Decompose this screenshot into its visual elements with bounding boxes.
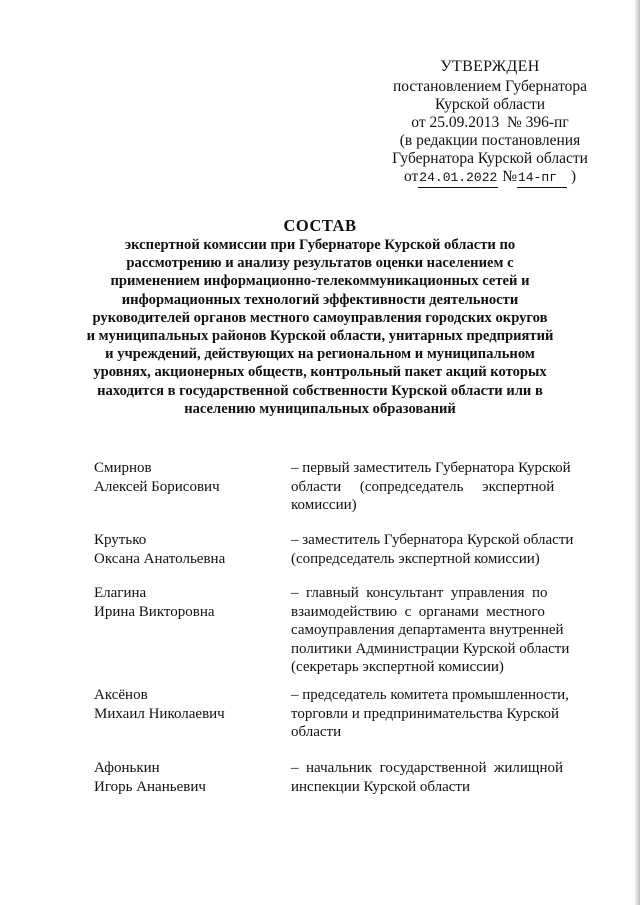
member-given-names: Игорь Ананьевич: [94, 778, 206, 795]
member-role-line: области: [291, 724, 342, 740]
member-role-line: политики Администрации Курской области: [291, 640, 570, 657]
member-role-line: (сопредседатель экспертной комиссии): [291, 550, 540, 567]
scan-edge-shadow: [634, 0, 640, 905]
document-title: СОСТАВ: [283, 216, 357, 235]
approval-line-1: постановлением Губернатора: [392, 78, 588, 95]
member-name: [94, 759, 274, 796]
subtitle-line: и муниципальных районов Курской области, унитарных предприятий: [86, 328, 554, 345]
amendment-number-sign: №: [502, 168, 517, 185]
member-surname: Смирнов: [94, 460, 152, 476]
member-role-line: комиссии): [291, 497, 357, 513]
approval-line-5: Губернатора Курской области: [392, 150, 588, 167]
subtitle-line: экспертной комиссии при Губернаторе Курской области по: [124, 237, 516, 253]
document-subtitle: [70, 236, 570, 418]
subtitle-line: руководителей органов местного самоуправления городских округов: [92, 309, 548, 326]
subtitle-line: находится в государственной собственности Курской области или в: [97, 382, 543, 399]
approval-line-2: Курской области: [434, 96, 546, 113]
amendment-close-paren: ): [570, 168, 577, 185]
subtitle-line: уровнях, акционерных обществ, контрольный пакет акций которых: [93, 364, 547, 381]
approval-block: [360, 58, 620, 188]
member-surname: Афонькин: [94, 760, 160, 776]
member-surname: Елагина: [94, 585, 147, 601]
approval-line-4: (в редакции постановления: [399, 132, 581, 149]
member-surname: Крутько: [94, 532, 147, 548]
subtitle-line: информационных технологий эффективности деятельности: [121, 291, 519, 308]
member-role-line: – председатель комитета промышленности,: [291, 687, 569, 703]
member-name: [94, 459, 274, 496]
subtitle-line: применением информационно-телекоммуникационных сетей и: [110, 273, 530, 290]
member-role: [291, 459, 581, 515]
member-given-names: Михаил Николаевич: [94, 705, 225, 722]
member-given-names: Оксана Анатольевна: [94, 550, 226, 567]
amendment-number: 14-пг: [517, 169, 567, 188]
member-role-line: торговли и предпринимательства Курской: [291, 705, 560, 722]
approval-line-3: [360, 114, 620, 132]
member-role-line: – заместитель Губернатора Курской области: [291, 532, 574, 548]
approval-line-6: [360, 168, 620, 188]
member-given-names: Ирина Викторовна: [94, 603, 215, 620]
member-name: [94, 686, 274, 723]
approval-original-date: от 25.09.2013: [411, 114, 500, 131]
approval-heading: УТВЕРЖДЕН: [440, 58, 540, 75]
member-role: [291, 686, 581, 742]
member-name: [94, 531, 274, 568]
subtitle-line: и учреждений, действующих на региональном и муниципальном: [105, 346, 535, 363]
member-role-line: самоуправления департамента внутренней: [291, 622, 564, 638]
member-role: [291, 759, 581, 796]
subtitle-line: рассмотрению и анализу результатов оценки населением с: [126, 255, 514, 272]
member-role-line: области (сопредседатель экспертной: [291, 478, 555, 495]
member-role: [291, 584, 581, 677]
member-role-line: инспекции Курской области: [291, 778, 470, 795]
member-role-line: (секретарь экспертной комиссии): [291, 659, 504, 675]
member-role: [291, 531, 581, 568]
amendment-date: 24.01.2022: [418, 169, 498, 188]
member-role-line: – начальник государственной жилищной: [291, 760, 563, 776]
member-role-line: взаимодействию с органами местного: [291, 603, 545, 620]
member-role-line: – первый заместитель Губернатора Курской: [291, 460, 571, 476]
member-role-line: – главный консультант управления по: [291, 585, 548, 601]
member-given-names: Алексей Борисович: [94, 478, 220, 495]
member-name: [94, 584, 274, 621]
amendment-date-prefix: от: [403, 168, 419, 185]
approval-original-number: № 396-пг: [506, 114, 569, 131]
member-surname: Аксёнов: [94, 687, 148, 703]
subtitle-line: населению муниципальных образований: [184, 400, 456, 417]
